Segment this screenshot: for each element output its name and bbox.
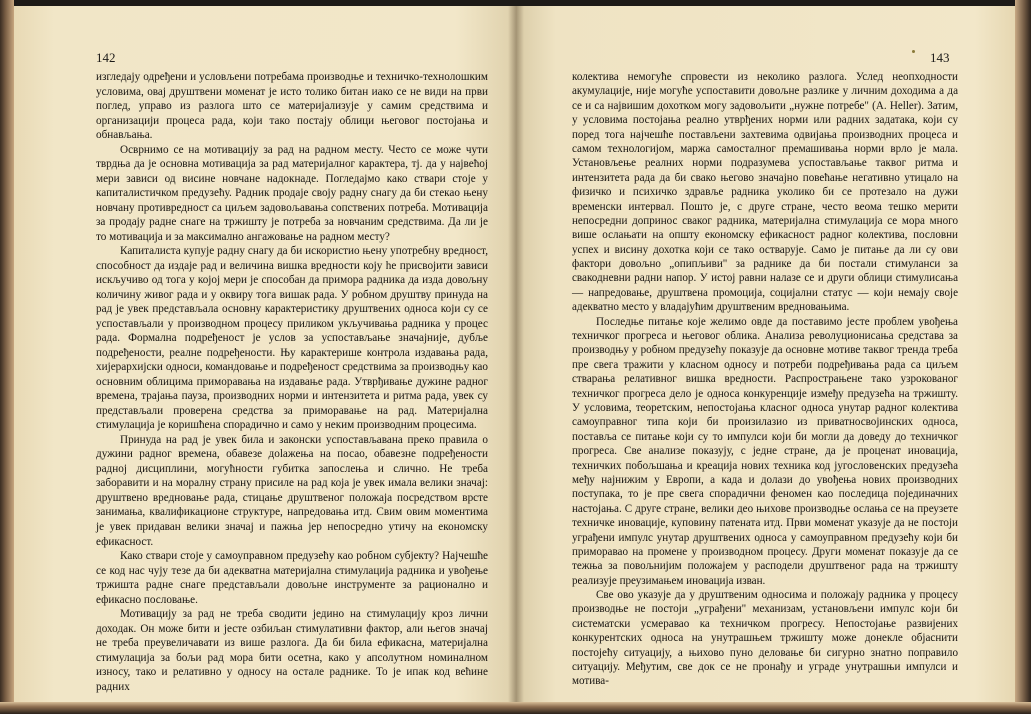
paragraph: Мотивацију за рад не треба сводити једино на стимулацију кроз лични доходак. Он може бити и јесте озбиљан стимулативни фактор, али његов значај не треба преувеличавати из више разлога. Да би била ефикасна, материјална стимулација за бољи рад мора бити осетна, како у апсолутном номиналном износу, тако и релативно у односу на остале раднике. То је ипак код већине радних [96, 608, 488, 693]
ink-speck [912, 50, 915, 53]
left-page [14, 6, 516, 702]
paragraph: Осврнимо се на мотивацију за рад на радном месту. Често се може чути тврдња да је основна мотивација за рад материјалног карактера, тј. да у највећој мери зависи од висине новчане надокнаде. Погледајмо како ствари стоје у капиталистичком предузећу. Радник продаје своју радну снагу да би стекао њену новчану противредност са циљем задовољавања сопствених потреба. Мотивација за продају радне снаге на тржишту је потреба за новчаним средствима. Да ли је то мотивација и за максимално ангажовање на радном месту? [96, 143, 488, 243]
paragraph: изгледају одређени и условљени потребама производње и техничко-технолошким условима, овај друштвени моменат је исто толико битан иако се не види на први поглед, управо из разлога што се материјализује у самим средствима и организацији процеса рада, који тако постају облици његовог постојања и обнављања. [96, 71, 488, 142]
paragraph: Последње питање које желимо овде да поставимо јесте проблем увођења техничког прогреса и његовог облика. Анализа револуционисања средстава за производњу у робном предузећу показује да основне мотиве таквог тренда треба пре свега тражити у класном односу и потреби подређивања рада са циљем стварања релативног вишка вредности. Распрострањене тако узрокованог техничког прогреса дело је односа конкуренције између предузећа на тржишту. У условима, теоретским, непостојања класног односа унутар радног колектива самоуправног типа који би произилазио из приватносвојинских односа, поставља се питање који су то импулси који би могли да доведу до техничког прогреса. Све анализе показују, с једне стране, да је проценат иновација, техничких побољшања и креација нових техника код југословенских предузећа међу најнижим у Европи, а када и долази до увођења нових производних поступака, то је пре свега спорадични феномен као последица појединачних настојања. С друге стране, велики део њихове производње ослања се на преузете техничке иновације, куповину патената итд. Први моменат указује да не постоји уграђени импулс унутар друштвених односа у самоуправном предузећу који би приморавао на промене у производном процесу. Други моменат показује да се тежња за повољнијим положајем у расподели друштвеног рада на тржишту реализује преузимањем иновација изван. [572, 315, 958, 587]
right-page [516, 6, 1015, 702]
paragraph: Принуда на рад је увек била и законски успостављавана преко правила о дужини радног времена, обавезе дolaжења на посао, обавезне подређености радној дисциплини, могућности губитка запослења и слично. Не треба заборавити и на моралну страну присиле на рад која је увек имала велики значај: друштвено вредновање рада, стицање друштвеног положаја посредством врсте занимања, квалификационе структуре, напредовања итд. Свим овим моментима је увек придаван велики значај и пажња јер непосредно утичу на економску ефикасност. [96, 433, 488, 548]
right-page-text [572, 70, 958, 689]
page-number-right: 143 [930, 50, 950, 65]
book-edge-left [0, 0, 14, 714]
page-number-left: 142 [96, 50, 116, 65]
paragraph: Све ово указује да у друштвеним односима и положају радника у процесу производње не постоји „уграђени" механизам, установљени импулс који би систематски усмеравао ка техничком прогресу. Непостојање развијених конкурентских односа на унутрашњем тржишту може донекле објаснити постојећу ситуацију, а њихово пуно деловање би сигурно знатно поправило ситуацију. Међутим, све док се не пронађу и уграде унутрашњи импулси и мотива- [572, 589, 958, 688]
book-edge-bottom [0, 702, 1031, 714]
paragraph: колектива немогуће спровести из неколико разлога. Услед неопходности акумулације, није могуће успоставити довољне разлике у личним доходима а да се и са највишим дохотком могу задовољити „нужне потребе" (A. Heller). Затим, у условима постојања реално утврђених норми или радних задатака, који су поред тога најчешће постављени захтевима одвијања производних процеса и самом технологијом, маржа самосталног премашивања норми врло је мала. Установљење реалних норми подразумева успостављање таквог ритма и интензитета рада да би свако његово значајно повећање негативно утицало на физичко и психичко здравље радника уколико би се протезало на дужи временски интервал. Пошто је, с друге стране, често веома тешко мерити непосредни допринос сваког радника, материјална стимулација се мора много више ослањати на општу економску ефикасност радног колектива, пословни успех и висину дохотка који се тако остварује. Само је питање да ли су ови фактори довољно „опипљиви" за раднике да би постали стимуланси за свакодневни радни напор. У истој равни налазе се и други облици стимулисања — напредовање, друштвена промоција, социјални статус — који немају своје адекватно место у владајућим друштвеним вредновањима. [572, 71, 958, 314]
paragraph: Како ствари стоје у самоуправном предузећу као робном субјекту? Најчешће се код нас чују тезе да би адекватна материјална стимулација радника и увођење тржишта радне снаге представљали довољне инструменте за рационално и ефикасно пословање. [96, 550, 488, 606]
left-page-text [96, 70, 488, 694]
paragraph: Капиталиста купује радну снагу да би искористио њену употребну вредност, способност да издаје рад и величина вишка вредности коју he присвојити зависи искључиво од тога у којој мери је способан да примора радника да изда довољну количину живог рада и у оквиру тога вишак рада. У робном друштву принуда на рад је увек представљала основну карактеристику друштвених односа који су се успостављали у производном процесу приликом укључивања радника у процес рада. Формална подређеност је услов за успостављање значајније, дубље подређености, реалне подређености. Њу карактерише контрола издавања рада, хијерархијски односи, командовање и подређеност средствима за производњу као основним облицима приморавања на издавање рада. Утврђивање дужине радног времена, трајања пауза, производних норми и интензитета и ритма рада, увек су представљали проверена средства за приморавање на рад. Материјална стимулација је коришћена спорадично и само у неким производним процесима. [96, 245, 488, 432]
book-gutter [508, 6, 524, 702]
book-edge-right [1015, 0, 1031, 714]
